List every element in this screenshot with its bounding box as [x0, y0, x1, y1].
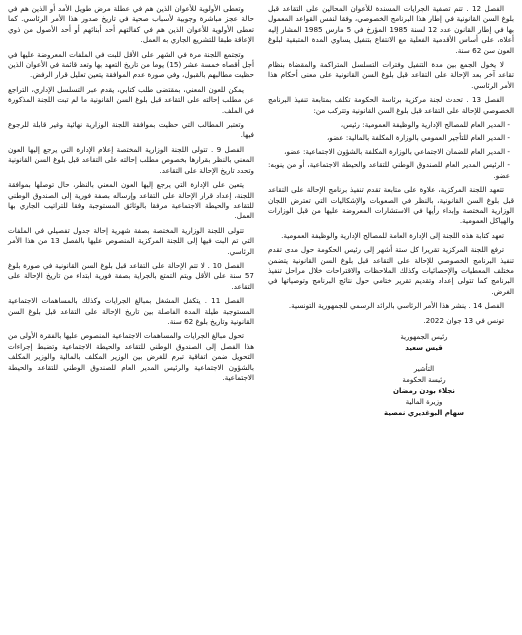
paragraph: تعهد كتابة هذه اللجنة إلى الإدارة العامة للمصالح الإدارية والوظيفة العمومية. — [281, 230, 504, 240]
signatory-title: وزيرة المالية — [405, 397, 443, 406]
article-10: الفصل 10 . لا تتم الإحالة على التقاعد قبل بلوغ السن القانونية في صورة بلوغ 57 سنة على الأقل ويتم التمتع بالجراية بصفة فورية ابتداء من تاريخ الإحالة على التقاعد. — [8, 260, 254, 291]
paragraph: يمكن للعون المعني، بمقتضى طلب كتابي، يقدم عبر التسلسل الإداري، التراجع عن مطلب إحالته على التقاعد قبل بلوغ السن القانونية ما لم تبت اللجنة المذكورة في الملف. — [8, 84, 254, 115]
paragraph: وتعتبر المطالب التي حظيت بموافقة اللجنة الوزارية نهائية وغير قابلة للرجوع فيها. — [8, 120, 254, 140]
paragraph: ترفع اللجنة المركزية تقريرا كل ستة أشهر إلى رئيس الحكومة حول مدى تقدم تنفيذ البرنامج الخصوصي للإحالة على التقاعد قبل بلوغ السن القانونية يتضمن مختلف المعطيات والإحصائيات وكذلك الملاحظات والاقتراحات خلال مراحل تنفيذ البرنامج كما تتولى إعداد وتقديم تقرير ختامي حول نتائج البرنامج وتوصياتها في الغرض. — [268, 245, 514, 296]
paragraph: تتعهد اللجنة المركزية، علاوة على متابعة تقدم تنفيذ برنامج الإحالة على التقاعد قبل بلوغ السن القانونية، بالنظر في الصعوبات والإشكاليات التي تعترض اللجان الوزارية المختصة وإبداء رأيها في الاستشارات المعروضة عليها من قبل الوزارات والهياكل العمومية. — [268, 185, 514, 226]
paragraph: تحول مبالغ الجرايات والمساهمات الاجتماعية المنصوص عليها بالفقرة الأولى من هذا الفصل إلى الصندوق الوطني للتقاعد والحيطة الاجتماعية وتضبط إجراءات التحويل ضمن اتفاقية تبرم للغرض بين الوزير المكلف بالمالية والوزير المكلف بالشؤون الاجتماعية والرئيس المدير العام للصندوق الوطني للتقاعد والحيطة الاجتماعية. — [8, 331, 254, 382]
left-column — [268, 4, 514, 635]
paragraph: وتجتمع اللجنة مرة في الشهر على الأقل للبت في الملفات المعروضة عليها في أجل أقصاه خمسة عشر (15) يوما من تاريخ التعهد بها وتعد قائمة في الأعوان الذين حظيت مطالبهم بالقبول، وفي صورة عدم الموافقة يتعين تعليل قرار الرفض. — [8, 49, 254, 80]
list-item: - المدير العام للتأجير العمومي بالوزارة المكلفة بالمالية: عضو، — [326, 133, 510, 143]
date-line: تونس في 13 جوان 2022. — [423, 315, 504, 325]
signatory-title: رئيسة الحكومة — [402, 375, 446, 384]
list-item: - الرئيس المدير العام للصندوق الوطني للتقاعد والحيطة الاجتماعية، أو من ينوبه: عضو. — [268, 160, 510, 180]
committee-members-list — [268, 120, 514, 181]
signatory-name: سهام البوغديري نمصية — [384, 408, 464, 417]
countersign-label: التأشير — [413, 364, 435, 373]
signatory-name: نجلاء بودن رمضان — [393, 386, 455, 395]
paragraph: تتولى اللجنة الوزارية المختصة بصفة شهرية إحالة جدول تفصيلي في الملفات التي تم البت فيها إلى اللجنة المركزية المنصوص عليها بالفصل 13 من هذا الأمر الرئاسي. — [8, 225, 254, 256]
article-11: الفصل 11 . يتكفل المشغل بمبالغ الجرايات وكذلك بالمساهمات الاجتماعية المستوجبة طيلة المدة الفاصلة بين تاريخ الإحالة على التقاعد قبل بلوغ السن القانونية وتاريخ بلوغ 62 سنة. — [8, 296, 254, 326]
signature-block — [364, 332, 484, 419]
list-item: - المدير العام للمصالح الإدارية والوظيفة العمومية: رئيس، — [340, 120, 510, 130]
signatory-name: قيس سعيد — [405, 343, 443, 352]
signatory-title: رئيس الجمهورية — [400, 332, 448, 341]
article-14: الفصل 14 . ينشر هذا الأمر الرئاسي بالرائد الرسمي للجمهورية التونسية. — [288, 301, 504, 311]
article-12: الفصل 12 . تتم تصفية الجرايات المسندة للأعوان المحالين على التقاعد قبل بلوغ السن القانونية في إطار هذا البرنامج الخصوصي، وفقا لنفس القواعد المعمول بها في إطار القانون عدد 12 لسنة 1985 المؤرخ في 5 مارس 1985 المشار إليه أعلاه، على أساس الأقدمية الفعلية مع الانتفاع بتنفيل يساوي المدة المتبقية لبلوغ العون سن 62 سنة. — [268, 4, 515, 55]
right-column — [8, 4, 254, 635]
paragraph: يتعين على الإدارة التي يرجع إليها العون المعني بالنظر، حال توصلها بموافقة اللجنة، إعداد قرار الإحالة على التقاعد وإرساله بصفة فورية إلى الصندوق الوطني للتقاعد والحيطة الاجتماعية مرفقا بالوثائق المستوجبة وفقا للتراتيب الجاري بها العمل. — [8, 180, 254, 221]
article-9: الفصل 9 . تتولى اللجنة الوزارية المختصة إعلام الإدارة التي يرجع إليها العون المعني بالنظر بقرارها بخصوص مطلب إحالته على التقاعد قبل بلوغ السن القانونية وتحدد تاريخ الإحالة على التقاعد. — [8, 144, 254, 175]
article-13: الفصل 13 . تحدث لجنة مركزية برئاسة الحكومة تكلف بمتابعة تنفيذ البرنامج الخصوصي للإحالة على التقاعد قبل بلوغ السن القانونية وتتركب من: — [268, 95, 514, 115]
list-item: - المدير العام للضمان الاجتماعي بالوزارة المكلفة بالشؤون الاجتماعية: عضو، — [284, 146, 510, 156]
paragraph: لا يخول الجمع بين مدة التنفيل وفترات التسلسل المتراكمة والمقضاة بنظام تقاعد آخر بعد الإحالة على التقاعد قبل بلوغ السن القانونية على معنى أحكام هذا الأمر الرئاسي. — [268, 60, 514, 90]
paragraph: وتعطى الأولوية للأعوان الذين هم في عطلة مرض طويل الأمد أو الذين هم في حالة عجز مباشرة وجوبية لأسباب صحية في تاريخ صدور هذا الأمر الرئاسي. كما تعطى الأولوية للأعوان الذين هم في كفالتهم أحد أبنائهم أو أحد الأصول من ذوي الإعاقة طبقا للتشريع الجاري به العمل. — [8, 4, 254, 45]
